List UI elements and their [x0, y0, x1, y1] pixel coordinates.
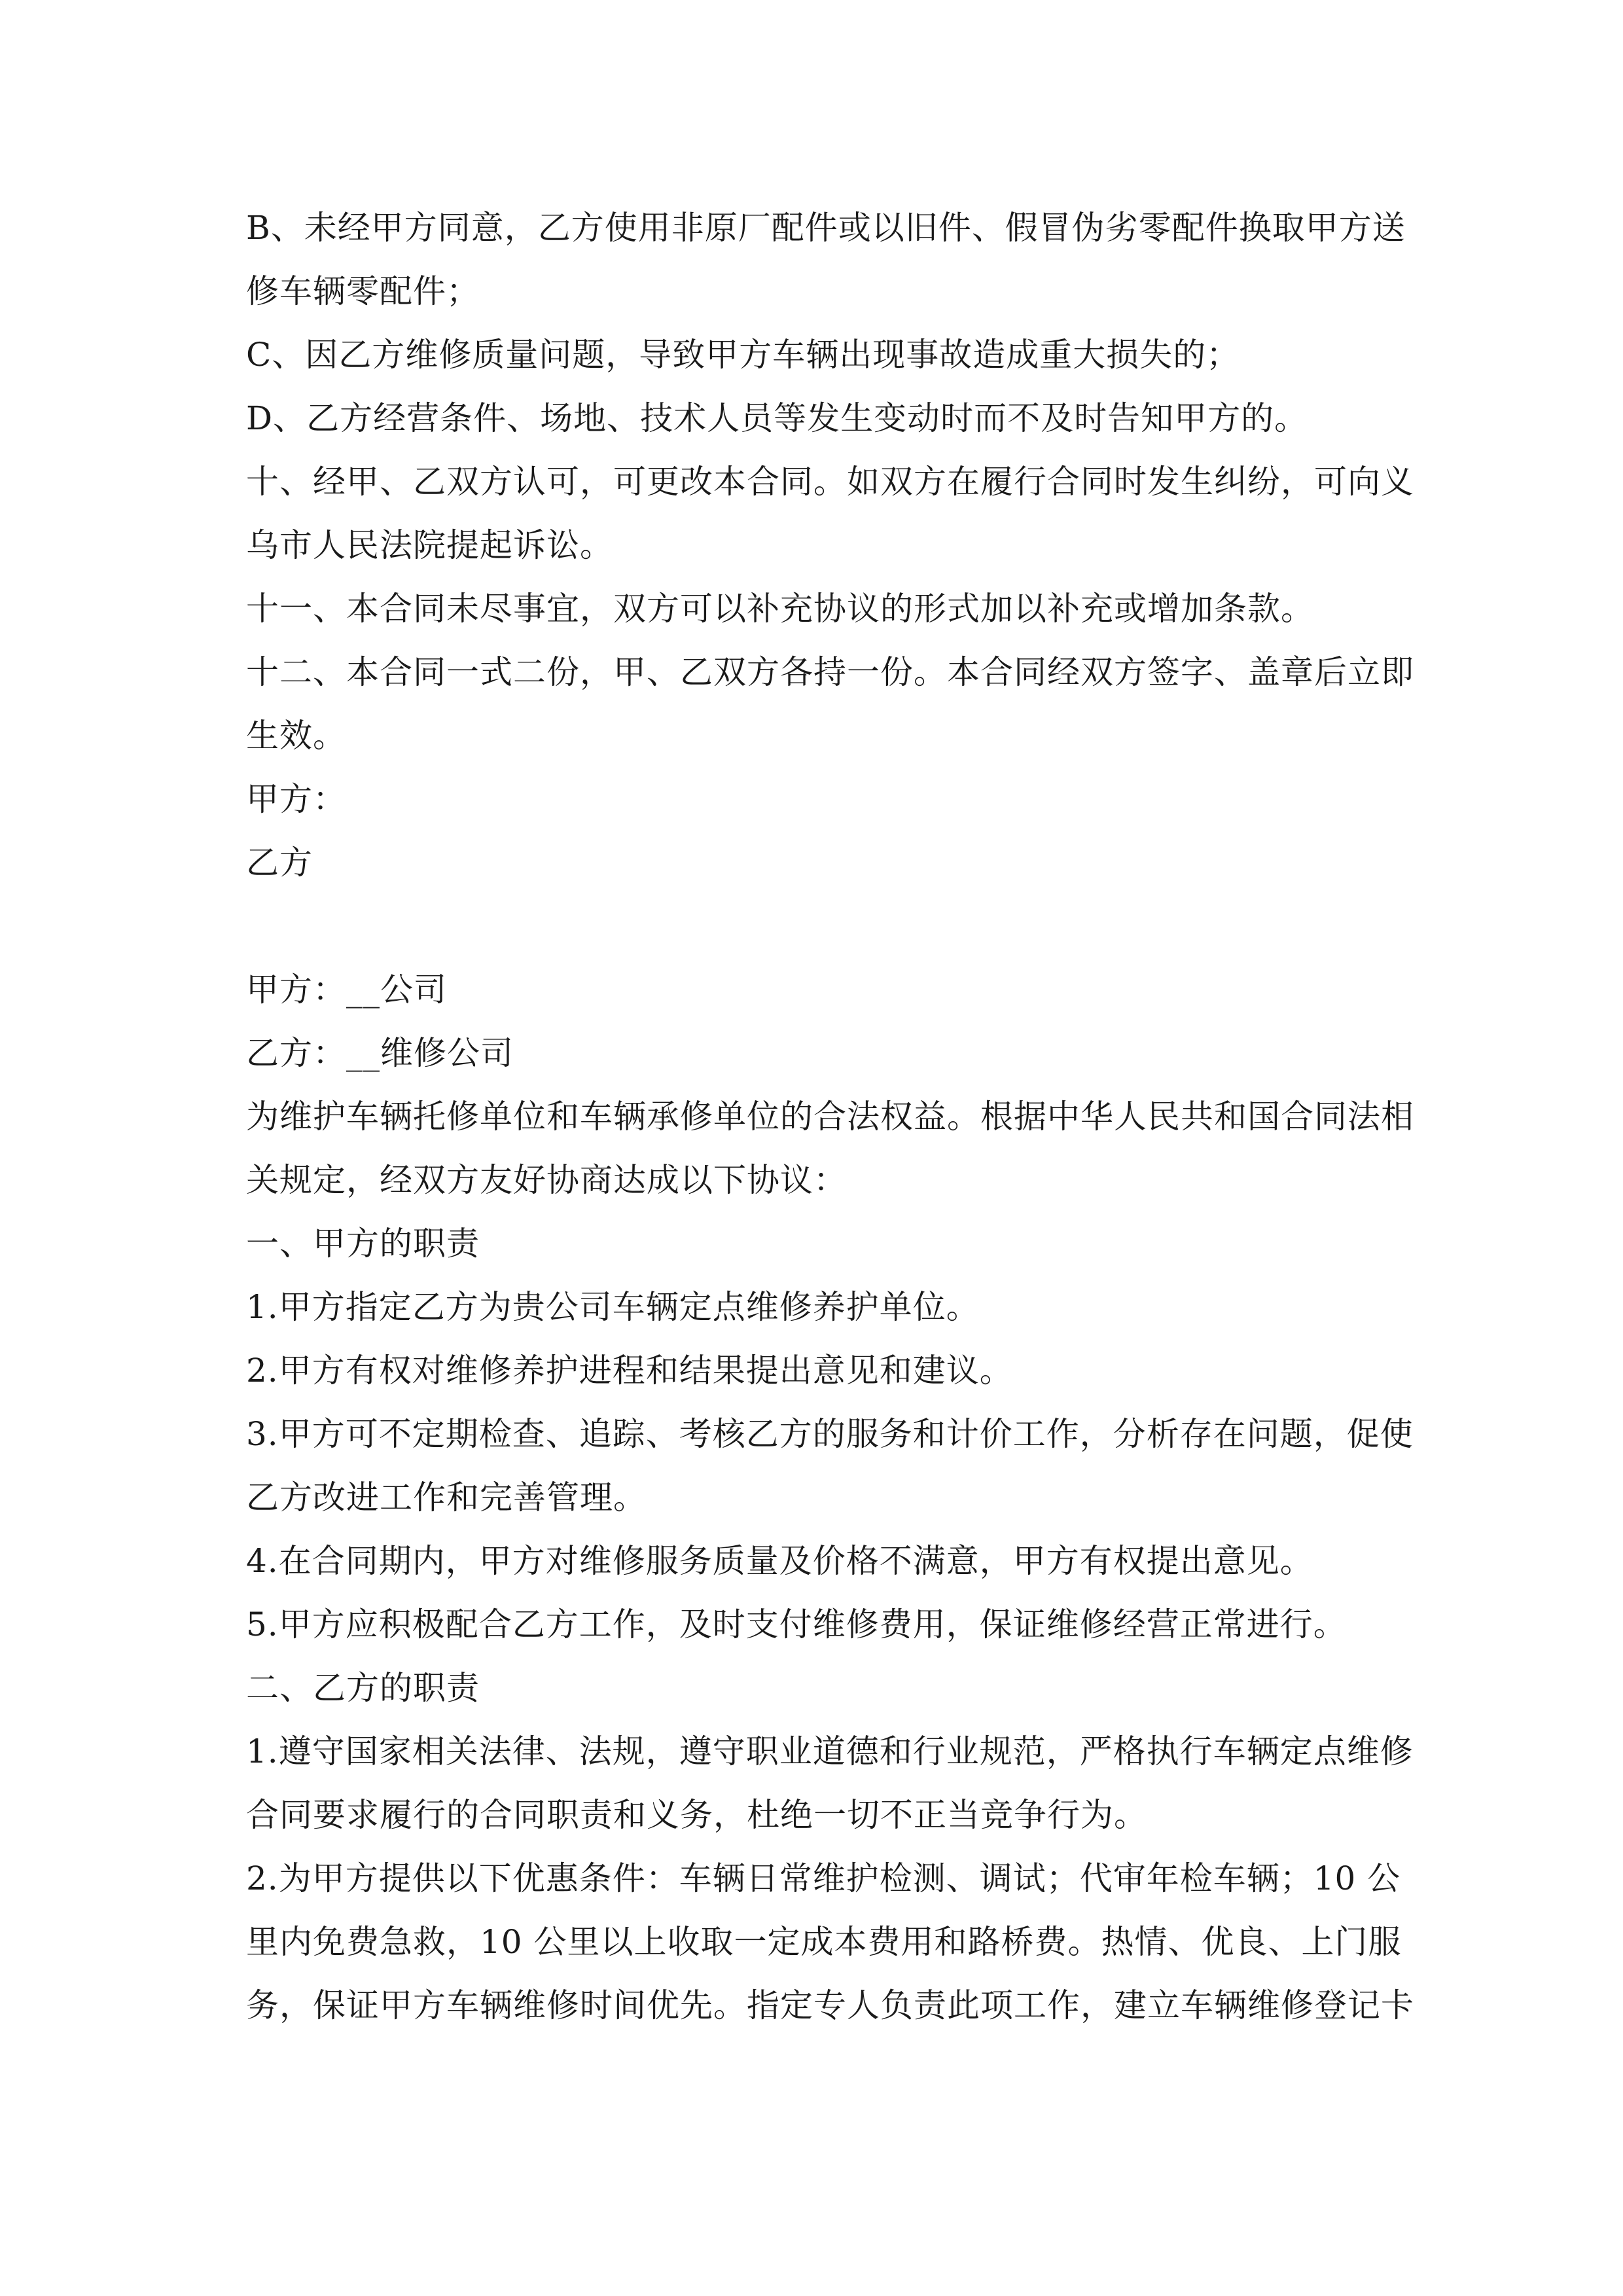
text-line: 里内免费急救，10 公里以上收取一定成本费用和路桥费。热情、优良、上门服 — [246, 1923, 1402, 1961]
text-line: B、未经甲方同意，乙方使用非原厂配件或以旧件、假冒伪劣零配件换取甲方送 — [246, 209, 1406, 247]
text-line: 合同要求履行的合同职责和义务，杜绝一切不正当竞争行为。 — [246, 1796, 1147, 1834]
text-line: 生效。 — [246, 717, 346, 755]
text-line: 关规定，经双方友好协商达成以下协议： — [246, 1161, 847, 1199]
text-line: 十二、本合同一式二份，甲、乙双方各持一份。本合同经双方签字、盖章后立即 — [246, 653, 1414, 691]
text-line: 十、经甲、乙双方认可，可更改本合同。如双方在履行合同时发生纠纷，可向义 — [246, 463, 1414, 501]
party-a-name: 甲方：__公司 — [246, 971, 447, 1009]
text-line: D、乙方经营条件、场地、技术人员等发生变动时而不及时告知甲方的。 — [246, 399, 1308, 437]
text-line: 2.甲方有权对维修养护进程和结果提出意见和建议。 — [246, 1352, 1013, 1390]
text-line: 务，保证甲方车辆维修时间优先。指定专人负责此项工作，建立车辆维修登记卡 — [246, 1986, 1414, 2024]
text-line: 3.甲方可不定期检查、追踪、考核乙方的服务和计价工作，分析存在问题，促使 — [246, 1415, 1414, 1453]
section-gap — [246, 895, 1385, 958]
section-heading: 二、乙方的职责 — [246, 1669, 480, 1707]
text-line: C、因乙方维修质量问题，导致甲方车辆出现事故造成重大损失的； — [246, 336, 1240, 374]
section-heading: 一、甲方的职责 — [246, 1225, 480, 1263]
text-line: 2.为甲方提供以下优惠条件：车辆日常维护检测、调试；代审年检车辆；10 公 — [246, 1859, 1401, 1897]
text-line: 乙方改进工作和完善管理。 — [246, 1479, 647, 1516]
text-line: 为维护车辆托修单位和车辆承修单位的合法权益。根据中华人民共和国合同法相 — [246, 1098, 1414, 1136]
text-line: 4.在合同期内，甲方对维修服务质量及价格不满意，甲方有权提出意见。 — [246, 1542, 1313, 1580]
party-b-name: 乙方：__维修公司 — [246, 1034, 514, 1072]
text-line: 1.遵守国家相关法律、法规，遵守职业道德和行业规范，严格执行车辆定点维修 — [246, 1732, 1414, 1770]
text-line: 5.甲方应积极配合乙方工作，及时支付维修费用，保证维修经营正常进行。 — [246, 1605, 1347, 1643]
text-line: 1.甲方指定乙方为贵公司车辆定点维修养护单位。 — [246, 1288, 980, 1326]
text-line: 十一、本合同未尽事宜，双方可以补充协议的形式加以补充或增加条款。 — [246, 590, 1314, 628]
party-a-signature-label: 甲方： — [246, 780, 346, 818]
text-line: 乌市人民法院提起诉讼。 — [246, 526, 613, 564]
party-b-signature-label: 乙方 — [246, 844, 313, 882]
text-line: 修车辆零配件； — [246, 272, 480, 310]
document-body — [246, 196, 1414, 2037]
